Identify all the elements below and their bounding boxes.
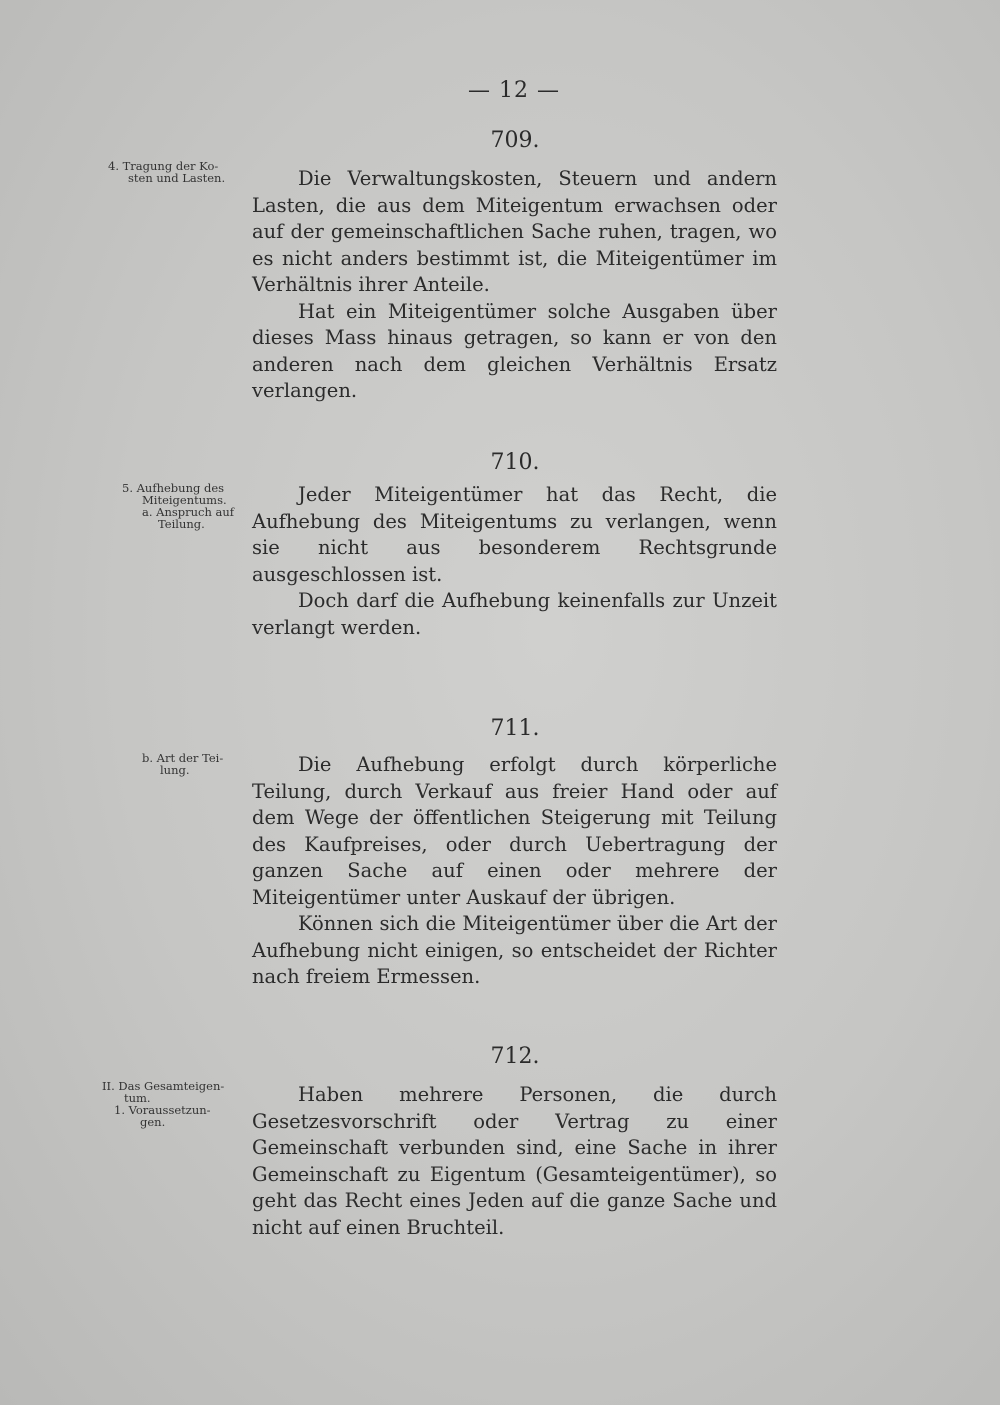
paragraph: Haben mehrere Personen, die durch Gesetzesvorschrift oder Vertrag zu einer Gemeinschaft verbunden sind, eine Sache in ihrer Gemeinschaft zu Eigentum (Gesamteigentümer), so geht das Recht eines Jeden auf die ganze Sache und nicht auf einen Bruchteil.: [252, 1083, 777, 1239]
article-body: [252, 752, 777, 991]
margin-note-line: II. Das Gesamteigen-: [102, 1079, 225, 1093]
article-number: 710.: [490, 450, 540, 475]
margin-note-line: 1. Voraussetzun-: [114, 1103, 211, 1117]
paragraph: Die Verwaltungskosten, Steuern und andern Lasten, die aus dem Miteigentum erwachsen oder auf der gemeinschaftlichen Sache ruhen, tragen, wo es nicht anders bestimmt ist, die Miteigentümer im Verhältnis ihrer Anteile.: [252, 167, 777, 296]
article-body: [252, 482, 777, 641]
margin-note-line: 4. Tragung der Ko-: [108, 159, 219, 173]
article-body: [252, 166, 777, 405]
margin-note-line: 5. Aufhebung des: [122, 481, 225, 495]
paragraph: Können sich die Miteigentümer über die Art der Aufhebung nicht einigen, so entscheidet der Richter nach freiem Ermessen.: [252, 912, 777, 988]
margin-note-line: Teilung.: [158, 517, 205, 531]
margin-note-line: tum.: [124, 1091, 151, 1105]
margin-note-line: b. Art der Tei-: [142, 751, 224, 765]
margin-note: [102, 1080, 252, 1128]
margin-note-line: sten und Lasten.: [128, 171, 226, 185]
article-number: 711.: [490, 716, 540, 741]
paragraph: Die Aufhebung erfolgt durch körperliche Teilung, durch Verkauf aus freier Hand oder auf dem Wege der öffentlichen Steigerung mit Teilung des Kaufpreises, oder durch Uebertragung der ganzen Sache auf einen oder mehrere der Miteigentümer unter Auskauf der übrigen.: [252, 753, 777, 909]
margin-note: [108, 160, 258, 184]
margin-note-line: Miteigentums.: [142, 493, 227, 507]
margin-note-line: lung.: [160, 763, 190, 777]
page-number: — 12 —: [468, 78, 560, 103]
paragraph: Doch darf die Aufhebung keinenfalls zur Unzeit verlangt werden.: [252, 589, 777, 639]
paragraph: Jeder Miteigentümer hat das Recht, die Aufhebung des Miteigentums zu verlangen, wenn sie nicht aus besonderem Rechtsgrunde ausgeschlossen ist.: [252, 483, 777, 586]
margin-note: [122, 482, 272, 530]
paragraph: Hat ein Miteigentümer solche Ausgaben über dieses Mass hinaus getragen, so kann er von den anderen nach dem gleichen Verhältnis Ersatz verlangen.: [252, 299, 777, 402]
article-body: [252, 1082, 777, 1241]
article-number: 712.: [490, 1044, 540, 1069]
article-number: 709.: [490, 128, 540, 153]
margin-note-line: gen.: [140, 1115, 166, 1129]
margin-note-line: a. Anspruch auf: [142, 505, 235, 519]
